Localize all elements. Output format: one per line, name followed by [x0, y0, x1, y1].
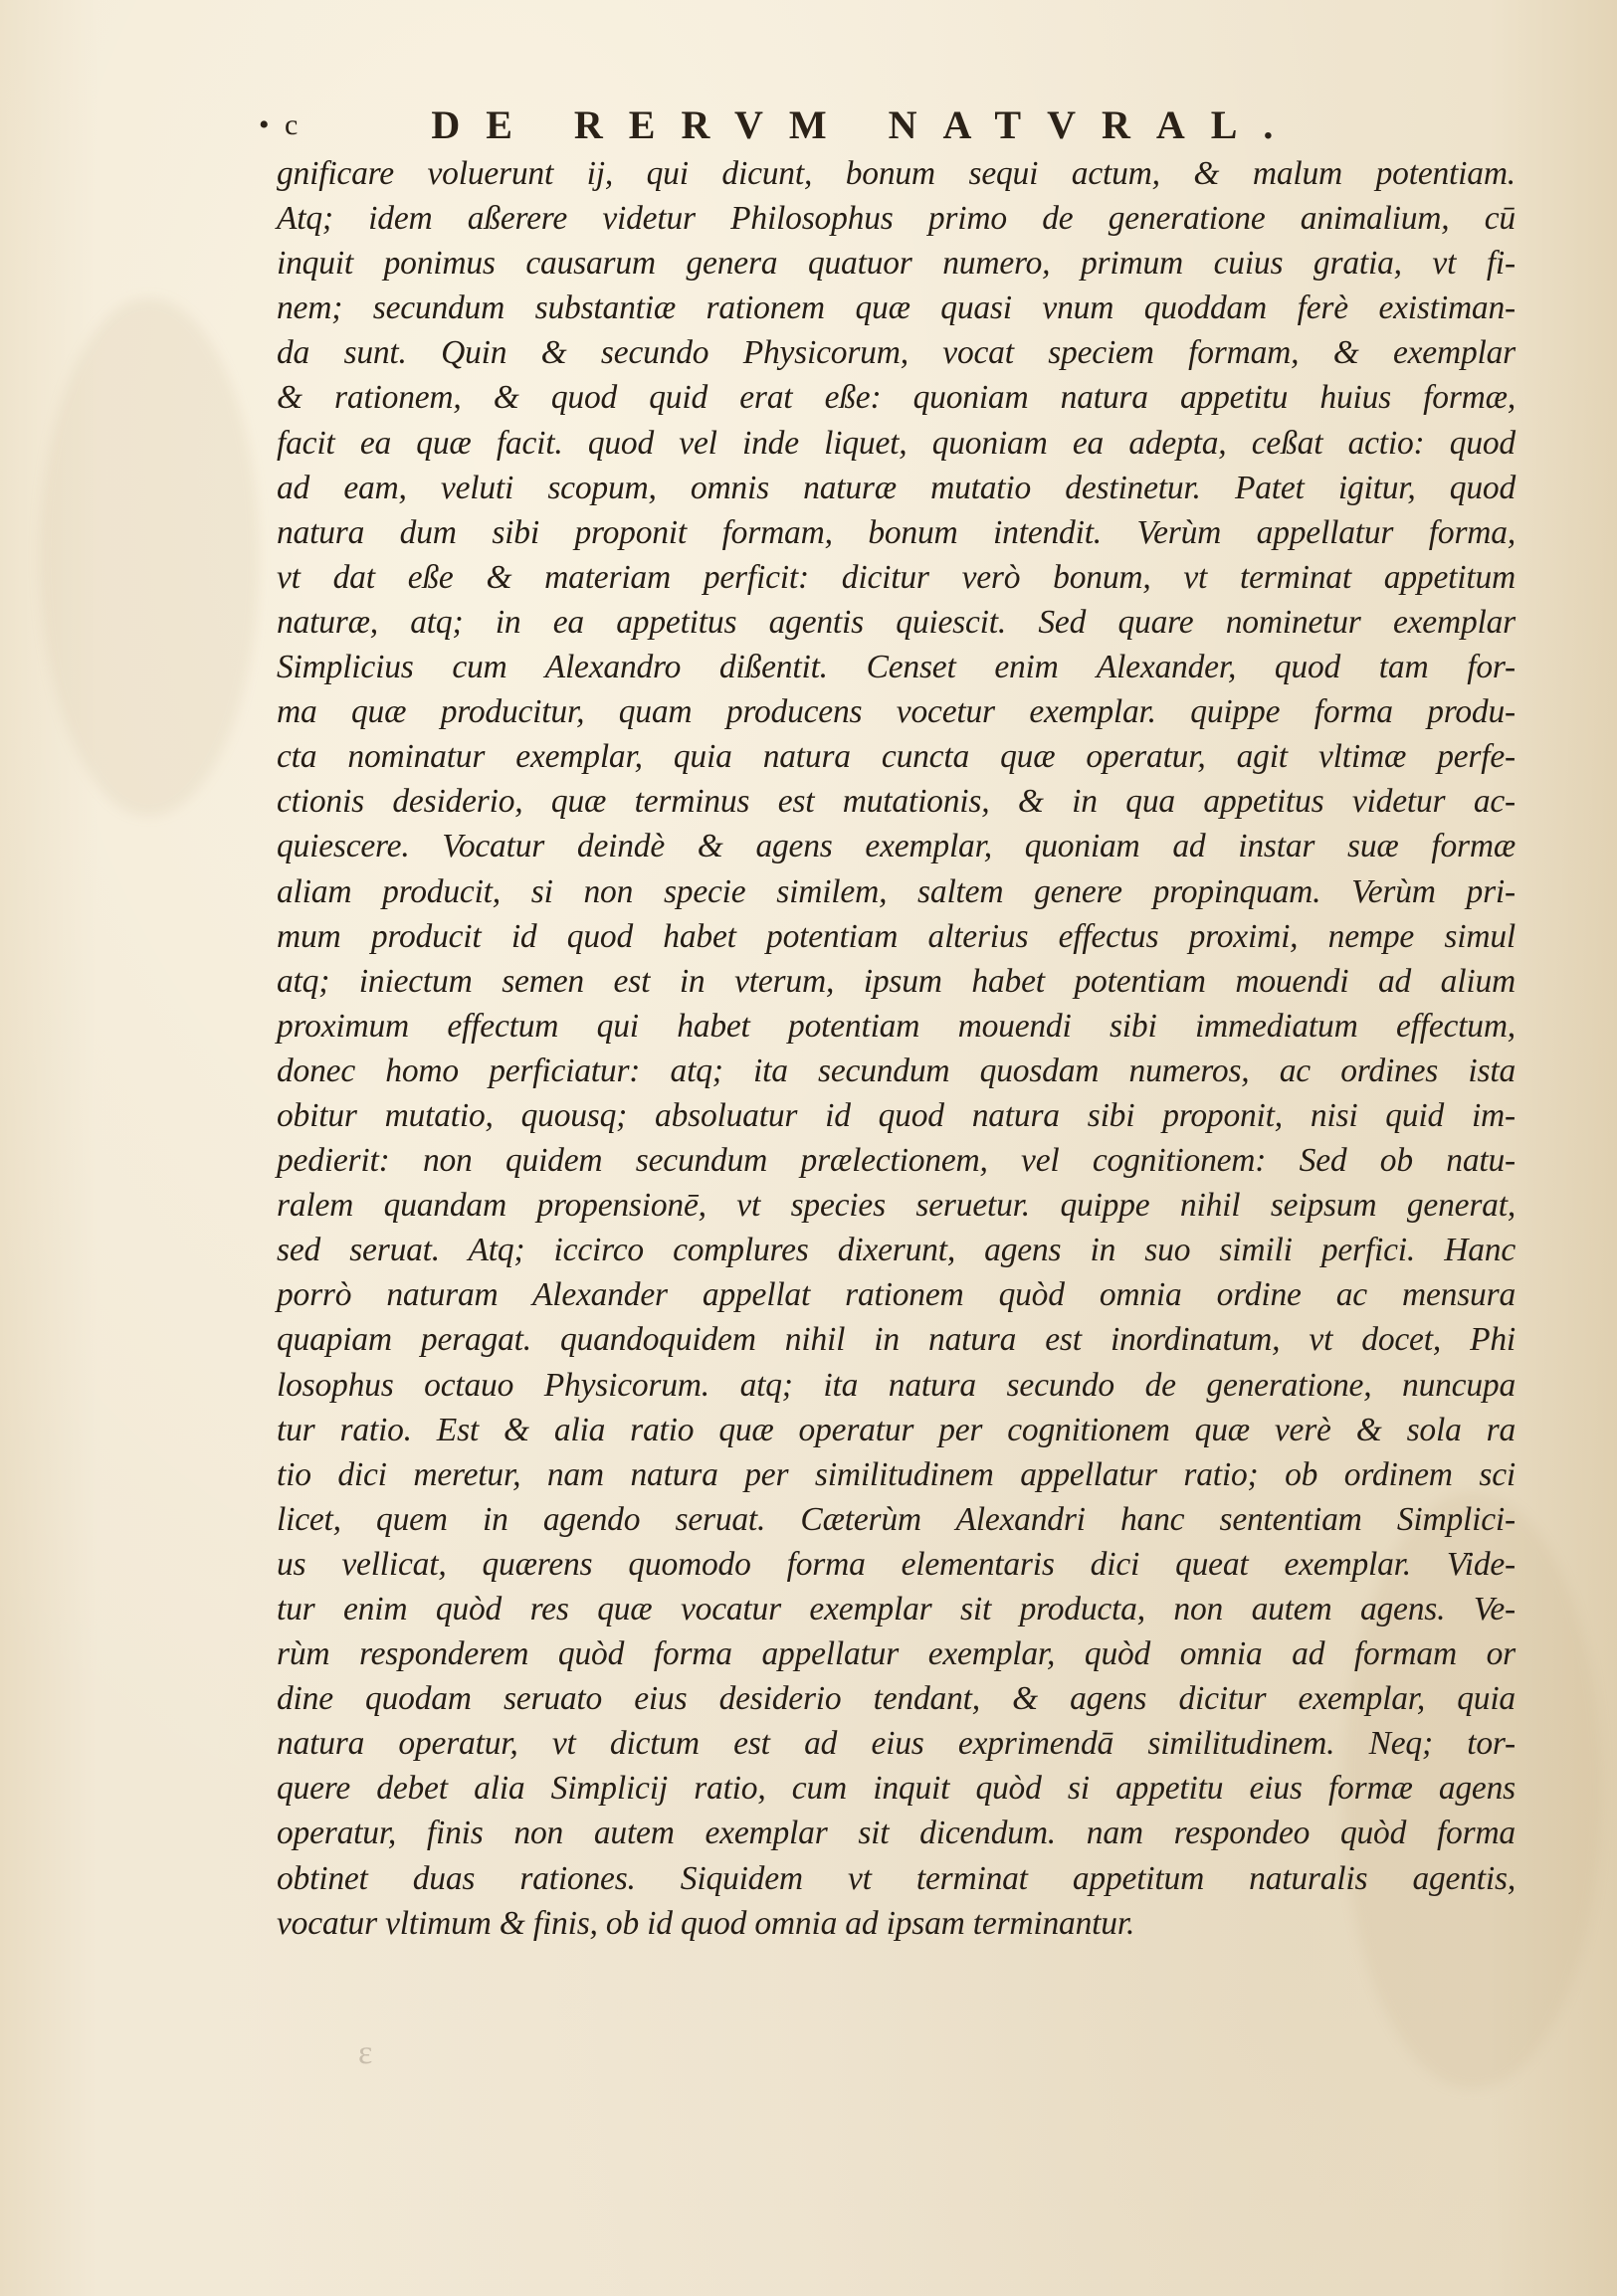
text-line: rùm responderem quòd forma appellatur exemplar, quòd omnia ad formam or	[277, 1635, 1516, 1673]
text-line: facit ea quæ facit. quod vel inde liquet, quoniam ea adepta, ceßat actio: quod	[277, 424, 1516, 462]
text-line: obtinet duas rationes. Siquidem vt terminat appetitum naturalis agentis,	[277, 1859, 1516, 1897]
text-line: quiescere. Vocatur deindè & agens exemplar, quoniam ad instar suæ formæ	[277, 828, 1516, 865]
text-line: porrò naturam Alexander appellat rationem quòd omnia ordine ac mensura	[277, 1276, 1516, 1314]
bleed-through-mark: ε	[358, 2034, 373, 2071]
text-line: losophus octauo Physicorum. atq; ita natura secundo de generatione, nuncupa	[277, 1366, 1516, 1404]
text-line: quere debet alia Simplicij ratio, cum inquit quòd si appetitu eius formæ agens	[277, 1770, 1516, 1808]
text-line: inquit ponimus causarum genera quatuor numero, primum cuius gratia, vt fi-	[277, 245, 1516, 283]
text-line: cta nominatur exemplar, quia natura cuncta quæ operatur, agit vltimæ perfe-	[277, 738, 1516, 776]
text-line: nem; secundum substantiæ rationem quæ quasi vnum quoddam ferè existiman-	[277, 289, 1516, 327]
text-line: tio dici meretur, nam natura per similitudinem appellatur ratio; ob ordinem sci	[277, 1455, 1516, 1493]
text-line: Atq; idem aßerere videtur Philosophus primo de generatione animalium, cū	[277, 200, 1516, 238]
text-line: gnificare voluerunt ij, qui dicunt, bonum sequi actum, & malum potentiam.	[277, 155, 1516, 192]
running-head-title: DE RERVM NATVRAL.	[431, 102, 1300, 147]
text-line: vt dat eße & materiam perficit: dicitur verò bonum, vt terminat appetitum	[277, 558, 1516, 596]
text-line: us vellicat, quærens quomodo forma elementaris dici queat exemplar. Vide-	[277, 1545, 1516, 1583]
text-line: ma quæ producitur, quam producens vocetur exemplar. quippe forma produ-	[277, 693, 1516, 731]
text-line: ad eam, veluti scopum, omnis naturæ mutatio destinetur. Patet igitur, quod	[277, 469, 1516, 506]
folio-mark: • c	[259, 107, 303, 141]
text-line: aliam producit, si non specie similem, saltem genere propinquam. Verùm pri-	[277, 872, 1516, 910]
text-line: natura dum sibi proponit formam, bonum intendit. Verùm appellatur forma,	[277, 513, 1516, 551]
text-line: licet, quem in agendo seruat. Cæterùm Alexandri hanc sententiam Simplici-	[277, 1500, 1516, 1538]
running-head	[259, 101, 1403, 148]
text-line: tur ratio. Est & alia ratio quæ operatur per cognitionem quæ verè & sola ra	[277, 1411, 1516, 1448]
text-line: sed seruat. Atq; iccirco complures dixerunt, agens in suo simili perfici. Hanc	[277, 1232, 1516, 1269]
text-line: & rationem, & quod quid erat eße: quoniam natura appetitu huius formæ,	[277, 379, 1516, 417]
text-line: donec homo perficiatur: atq; ita secundum quosdam numeros, ac ordines ista	[277, 1052, 1516, 1089]
text-line: tur enim quòd res quæ vocatur exemplar sit producta, non autem agens. Ve-	[277, 1591, 1516, 1627]
text-line: da sunt. Quin & secundo Physicorum, vocat speciem formam, & exemplar	[277, 334, 1516, 372]
text-line: obitur mutatio, quousq; absoluatur id quod natura sibi proponit, nisi quid im-	[277, 1096, 1516, 1134]
text-line: ctionis desiderio, quæ terminus est mutationis, & in qua appetitus videtur ac-	[277, 783, 1516, 821]
text-line: naturæ, atq; in ea appetitus agentis quiescit. Sed quare nominetur exemplar	[277, 603, 1516, 641]
text-line: natura operatur, vt dictum est ad eius exprimendā similitudinem. Neq; tor-	[277, 1725, 1516, 1763]
text-line: dine quodam seruato eius desiderio tendant, & agens dicitur exemplar, quia	[277, 1680, 1516, 1718]
text-line: proximum effectum qui habet potentiam mouendi sibi immediatum effectum,	[277, 1007, 1516, 1045]
text-line: mum producit id quod habet potentiam alterius effectus proximi, nempe simul	[277, 917, 1516, 955]
text-line: ralem quandam propensionē, vt species seruetur. quippe nihil seipsum generat,	[277, 1187, 1516, 1225]
text-line: quapiam peragat. quandoquidem nihil in natura est inordinatum, vt docet, Phi	[277, 1321, 1516, 1359]
text-line: vocatur vltimum & finis, ob id quod omnia ad ipsam terminantur.	[277, 1904, 1135, 1942]
text-line: Simplicius cum Alexandro dißentit. Censet enim Alexander, quod tam for-	[277, 649, 1516, 686]
body-text	[277, 151, 1516, 1946]
paper-stain	[40, 298, 259, 816]
text-line: operatur, finis non autem exemplar sit dicendum. nam respondeo quòd forma	[277, 1815, 1516, 1852]
text-line: atq; iniectum semen est in vterum, ipsum habet potentiam mouendi ad alium	[277, 962, 1516, 1000]
text-line: pedierit: non quidem secundum prælectionem, vel cognitionem: Sed ob natu-	[277, 1142, 1516, 1180]
